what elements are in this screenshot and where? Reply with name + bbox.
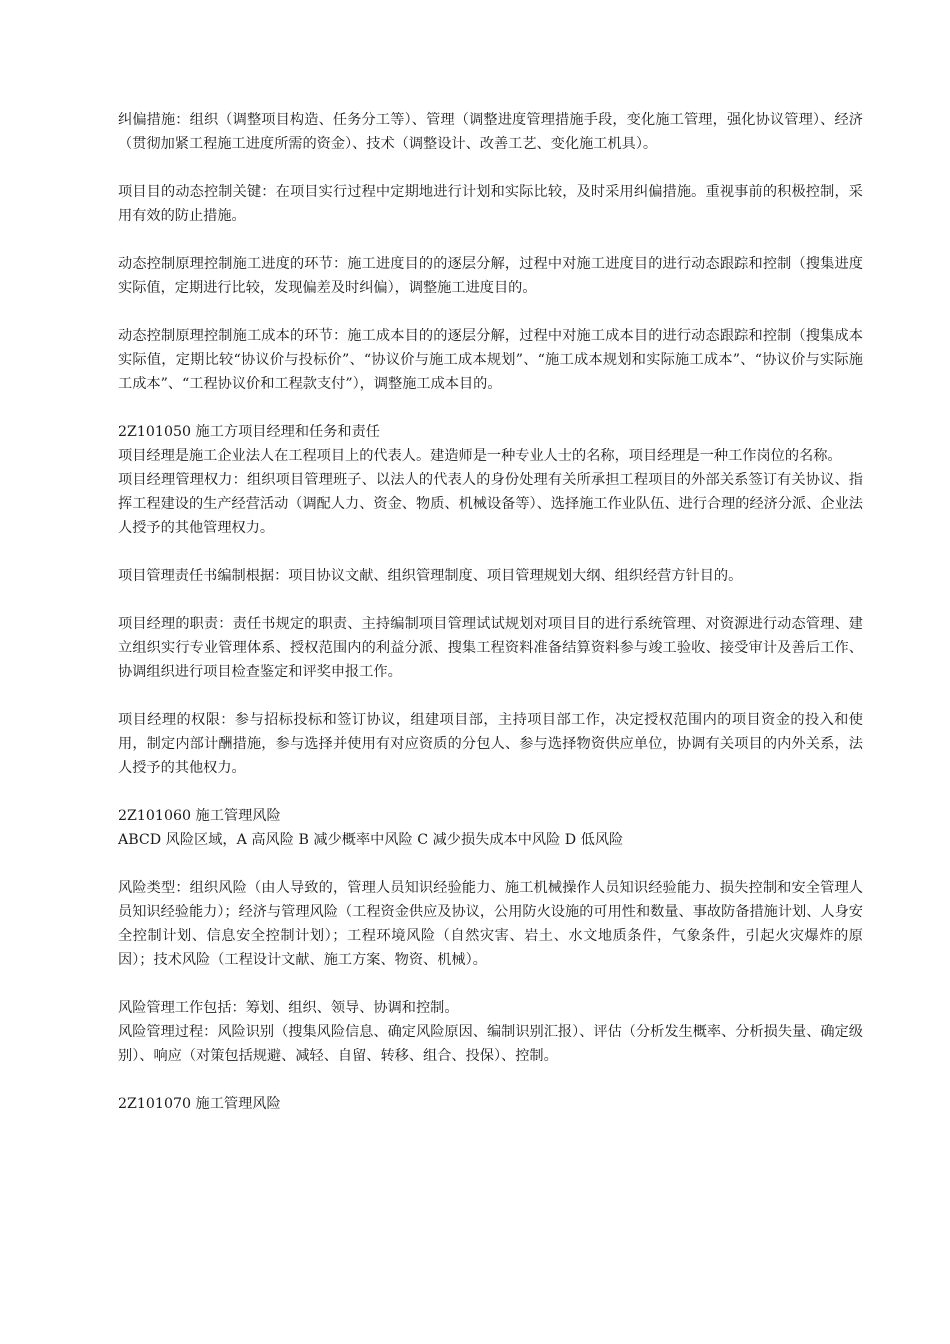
document-page — [118, 108, 863, 1116]
paragraph-manager-powers: 项目经理管理权力：组织项目管理班子、以法人的代表人的身份处理有关所承担工程项目的外部关系签订有关协议、指挥工程建设的生产经营活动（调配人力、资金、物质、机械设备等）、选择施工作业队伍、进行合理的经济分派、企业法人授予的其他管理权力。 — [118, 472, 863, 536]
paragraph-responsibility-basis: 项目管理责任书编制根据：项目协议文献、组织管理制度、项目管理规划大纲、组织经营方针目的。 — [118, 568, 743, 584]
paragraph-risk-management-work: 风险管理工作包括：筹划、组织、领导、协调和控制。 — [118, 1000, 459, 1016]
section-heading-2z101070: 2Z101070 施工管理风险 — [118, 1096, 281, 1112]
paragraph-schedule-control: 动态控制原理控制施工进度的环节：施工进度目的的逐层分解，过程中对施工进度目的进行动态跟踪和控制（搜集进度实际值，定期进行比较，发现偏差及时纠偏），调整施工进度目的。 — [118, 256, 863, 296]
paragraph-risk-types: 风险类型：组织风险（由人导致的，管理人员知识经验能力、施工机械操作人员知识经验能力、损失控制和安全管理人员知识经验能力）；经济与管理风险（工程资金供应及协议，公用防火设施的可用性和数量、事故防备措施计划、人身安全控制计划、信息安全控制计划）；工程环境风险（自然灾害、岩土、水文地质条件，气象条件，引起火灾爆炸的原因）；技术风险（工程设计文献、施工方案、物资、机械）。 — [118, 880, 863, 968]
paragraph-dynamic-control-key: 项目目的动态控制关键：在项目实行过程中定期地进行计划和实际比较，及时采用纠偏措施。重视事前的积极控制，采用有效的防止措施。 — [118, 184, 863, 224]
paragraph-manager-duties: 项目经理的职责：责任书规定的职责、主持编制项目管理试试规划对项目目的进行系统管理、对资源进行动态管理、建立组织实行专业管理体系、授权范围内的利益分派、搜集工程资料准备结算资料参与竣工验收、接受审计及善后工作、协调组织进行项目检查鉴定和评奖申报工作。 — [118, 616, 863, 680]
section-heading-2z101050: 2Z101050 施工方项目经理和任务和责任 — [118, 424, 380, 440]
paragraph-risk-zones: ABCD 风险区域，A 高风险 B 减少概率中风险 C 减少损失成本中风险 D 低风险 — [118, 832, 624, 848]
paragraph-cost-control: 动态控制原理控制施工成本的环节：施工成本目的的逐层分解，过程中对施工成本目的进行动态跟踪和控制（搜集成本实际值，定期比较“协议价与投标价”、“协议价与施工成本规划”、“施工成本规划和实际施工成本”、“协议价与实际施工成本”、“工程协议价和工程款支付”），调整施工成本目的。 — [118, 328, 863, 392]
paragraph-risk-management-process: 风险管理过程：风险识别（搜集风险信息、确定风险原因、编制识别汇报）、评估（分析发生概率、分析损失量、确定级别）、响应（对策包括规避、减轻、自留、转移、组合、投保）、控制。 — [118, 1024, 863, 1064]
section-heading-2z101060: 2Z101060 施工管理风险 — [118, 808, 281, 824]
paragraph-manager-authority: 项目经理的权限：参与招标投标和签订协议，组建项目部，主持项目部工作，决定授权范围内的项目资金的投入和使用，制定内部计酬措施，参与选择并使用有对应资质的分包人、参与选择物资供应单位，协调有关项目的内外关系，法人授予的其他权力。 — [118, 712, 863, 776]
paragraph-project-manager-definition: 项目经理是施工企业法人在工程项目上的代表人。建造师是一种专业人士的名称，项目经理是一种工作岗位的名称。 — [118, 448, 842, 464]
paragraph-correction-measures: 纠偏措施：组织（调整项目构造、任务分工等）、管理（调整进度管理措施手段，变化施工管理，强化协议管理）、经济（贯彻加紧工程施工进度所需的资金）、技术（调整设计、改善工艺、变化施工机具）。 — [118, 112, 863, 152]
